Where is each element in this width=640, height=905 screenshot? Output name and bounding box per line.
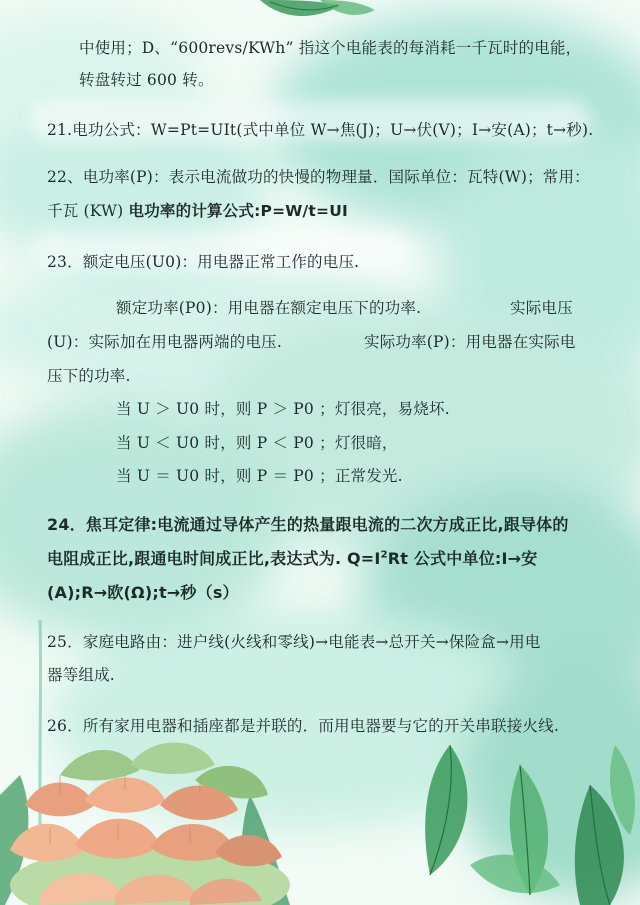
paragraph-22-unit-text: 千瓦 (KW) [47,202,129,220]
joule-law-text: 电阻成正比,跟通电时间成正比,表达式为. Q=I [47,549,381,568]
paragraph-25-line-2: 器等组成. [47,666,115,684]
paragraph-24-line-2 [47,549,537,569]
exponent: 2 [380,549,388,561]
condition-less: 当 U ＜ U0 时，则 P ＜ P0 ；灯很暗， [116,434,398,452]
paragraph-20-line-2: 转盘转过 600 转。 [79,71,214,89]
condition-equal: 当 U ＝ U0 时，则 P ＝ P0 ；正常发光. [116,467,403,485]
paragraph-23-line-3b: 实际功率(P)：用电器在实际电 [364,333,576,351]
paragraph-26-line-1: 26．所有家用电器和插座都是并联的．而用电器要与它的开关串联接火线. [47,717,559,735]
paragraph-25-line-1: 25．家庭电路由：进户线(火线和零线)→电能表→总开关→保险盒→用电 [47,633,541,651]
paragraph-20-line-1: 中使用；D、“600revs/KWh” 指这个电能表的每消耗一千瓦时的电能， [79,39,582,57]
paragraph-22-line-2 [47,201,348,221]
paragraph-24-line-3: (A);R→欧(Ω);t→秒（s） [47,583,239,602]
paragraph-22-line-1: 22、电功率(P)：表示电流做功的快慢的物理量．国际单位：瓦特(W)；常用： [47,168,590,186]
paragraph-23-line-3a: (U)：实际加在用电器两端的电压. [47,333,282,351]
paragraph-23-line-4: 压下的功率. [47,367,131,385]
top-leaves-icon [250,0,380,30]
bottom-right-leaves-icon [410,745,640,905]
paragraph-21-line-1: 21.电功公式：W=Pt=UIt(式中单位 W→焦(J)；U→伏(V)；I→安(A)；t→秒). [47,121,594,139]
power-formula: 电功率的计算公式:P=W/t=UI [128,202,348,220]
paragraph-23-line-2a: 额定功率(P0)：用电器在额定电压下的功率. [116,299,422,317]
paragraph-23-line-1: 23．额定电压(U0)：用电器正常工作的电压. [47,253,360,271]
condition-greater: 当 U ＞ U0 时，则 P ＞ P0 ；灯很亮，易烧坏. [116,400,450,418]
joule-law-units: Rt 公式中单位:I→安 [387,549,538,568]
paragraph-23-line-2b: 实际电压 [510,299,573,317]
paragraph-24-line-1: 24．焦耳定律:电流通过导体产生的热量跟电流的二次方成正比,跟导体的 [47,515,569,534]
artichoke-plant-icon [0,735,300,905]
